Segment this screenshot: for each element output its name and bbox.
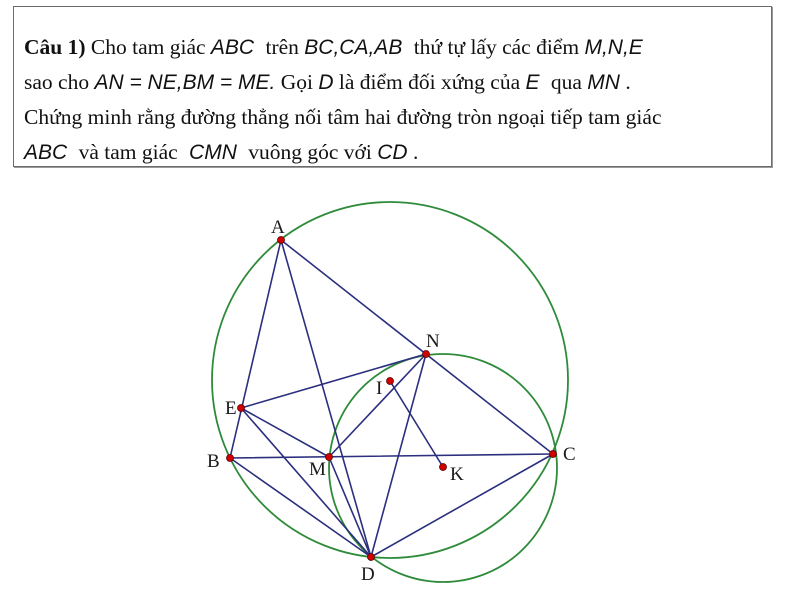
label-d: D <box>361 564 375 585</box>
segment-bc <box>230 454 553 458</box>
segment-ac <box>281 240 553 454</box>
math-line-mn: MN <box>587 71 620 94</box>
label-m: M <box>309 459 326 480</box>
segment-ed <box>241 408 371 557</box>
label-n: N <box>426 331 440 352</box>
segment-ik <box>390 381 443 467</box>
text: vuông góc với <box>248 140 372 164</box>
math-points-mne: M,N,E <box>584 36 643 59</box>
math-triangle-cmn: CMN <box>189 141 237 164</box>
text: . <box>412 140 419 164</box>
text: . <box>625 70 631 94</box>
math-point-d: D <box>318 71 334 94</box>
math-sides: BC,CA,AB <box>304 36 403 59</box>
math-line-cd: CD <box>377 141 408 164</box>
math-point-e: E <box>525 71 540 94</box>
text: qua <box>550 70 582 94</box>
point-d <box>368 554 375 561</box>
label-b: B <box>207 451 220 472</box>
point-e <box>238 405 245 412</box>
label-i: I <box>376 378 383 399</box>
point-k <box>440 464 447 471</box>
point-i <box>387 378 394 385</box>
text: là điểm đối xứng của <box>338 70 521 94</box>
segment-em <box>241 408 329 457</box>
label-e: E <box>225 398 237 419</box>
point-m <box>326 454 333 461</box>
math-triangle-abc: ABC <box>24 141 68 164</box>
text: và tam giác <box>78 140 178 164</box>
text: thứ tự lấy các điểm <box>413 35 580 59</box>
label-k: K <box>450 464 464 485</box>
text: Gọi <box>280 70 313 94</box>
point-c <box>550 451 557 458</box>
label-a: A <box>271 217 285 238</box>
text: Cho tam giác <box>90 35 206 59</box>
text: sao cho <box>24 70 90 94</box>
label-c: C <box>563 444 576 465</box>
point-b <box>227 455 234 462</box>
text: trên <box>265 35 299 59</box>
math-triangle-abc: ABC <box>210 36 255 59</box>
text: Chứng minh rằng đường thẳng nối tâm hai đường tròn ngoại tiếp tam giác <box>24 105 662 129</box>
segment-ad <box>281 240 371 557</box>
problem-number: Câu 1) <box>24 35 86 59</box>
segment-en <box>241 354 426 408</box>
math-equalities: AN = NE,BM = ME. <box>94 71 276 94</box>
